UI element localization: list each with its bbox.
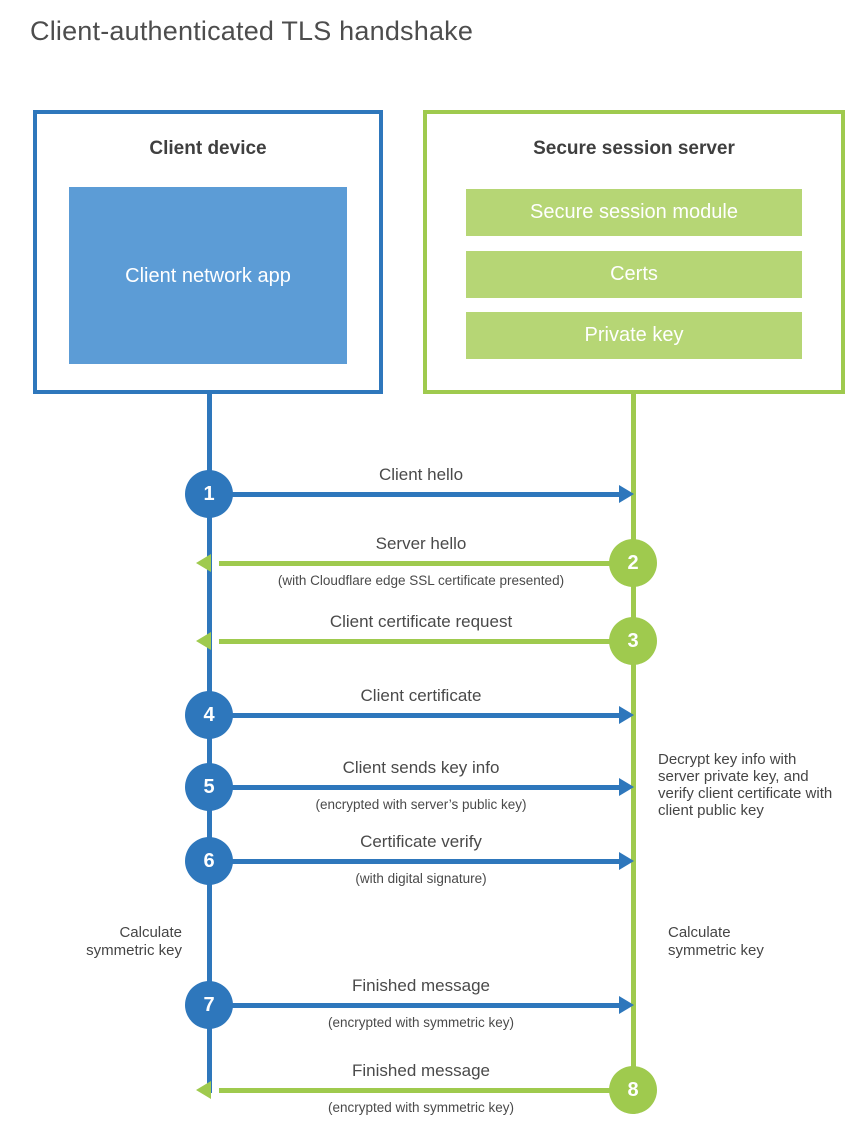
step-sublabel: (encrypted with symmetric key) [327, 1015, 515, 1030]
client-network-app-label: Client network app [125, 264, 291, 287]
client-device-box [33, 110, 383, 394]
step-label: Client sends key info [342, 758, 500, 777]
step-number-badge: 6 [185, 837, 233, 885]
private-key-bar: Private key [466, 312, 802, 359]
arrow-shaft [209, 492, 621, 497]
secure-session-module-bar: Secure session module [466, 189, 802, 236]
client-network-app-box [69, 187, 347, 364]
step-sublabel: (encrypted with symmetric key) [327, 1100, 515, 1115]
secure-session-server-title: Secure session server [533, 138, 735, 159]
step-label: Certificate verify [360, 832, 482, 851]
arrow-right-icon [619, 706, 634, 724]
step-number-badge: 4 [185, 691, 233, 739]
step-number-badge: 2 [609, 539, 657, 587]
arrow-shaft [209, 713, 621, 718]
step-label: Client certificate [360, 686, 482, 705]
arrow-left-icon [196, 1081, 211, 1099]
step-sublabel: (encrypted with server’s public key) [315, 797, 527, 812]
calculate-symmetric-key-right: Calculate symmetric key [668, 924, 764, 959]
step-number-badge: 7 [185, 981, 233, 1029]
arrow-shaft [219, 1088, 633, 1093]
arrow-shaft [219, 639, 633, 644]
step-sublabel: (with digital signature) [355, 871, 487, 886]
step-label: Server hello [375, 534, 467, 553]
arrow-right-icon [619, 852, 634, 870]
arrow-right-icon [619, 996, 634, 1014]
step-label: Finished message [352, 976, 490, 995]
step-label: Client certificate request [329, 612, 513, 631]
step-number-badge: 1 [185, 470, 233, 518]
step-number-badge: 8 [609, 1066, 657, 1114]
arrow-shaft [209, 785, 621, 790]
arrow-left-icon [196, 554, 211, 572]
arrow-right-icon [619, 485, 634, 503]
arrow-shaft [209, 1003, 621, 1008]
secure-session-server-box [423, 110, 845, 394]
arrow-left-icon [196, 632, 211, 650]
step-number-badge: 3 [609, 617, 657, 665]
decrypt-note: Decrypt key info with server private key, and verify client certificate with client public key [658, 751, 833, 819]
step-sublabel: (with Cloudflare edge SSL certificate presented) [277, 573, 565, 588]
step-label: Finished message [352, 1061, 490, 1080]
step-label: Client hello [378, 465, 464, 484]
certs-bar: Certs [466, 251, 802, 298]
arrow-shaft [219, 561, 633, 566]
step-number-badge: 5 [185, 763, 233, 811]
page-title: Client-authenticated TLS handshake [30, 16, 474, 46]
client-device-title: Client device [149, 138, 267, 159]
calculate-symmetric-key-left: Calculate symmetric key [86, 924, 182, 959]
arrow-right-icon [619, 778, 634, 796]
arrow-shaft [209, 859, 621, 864]
